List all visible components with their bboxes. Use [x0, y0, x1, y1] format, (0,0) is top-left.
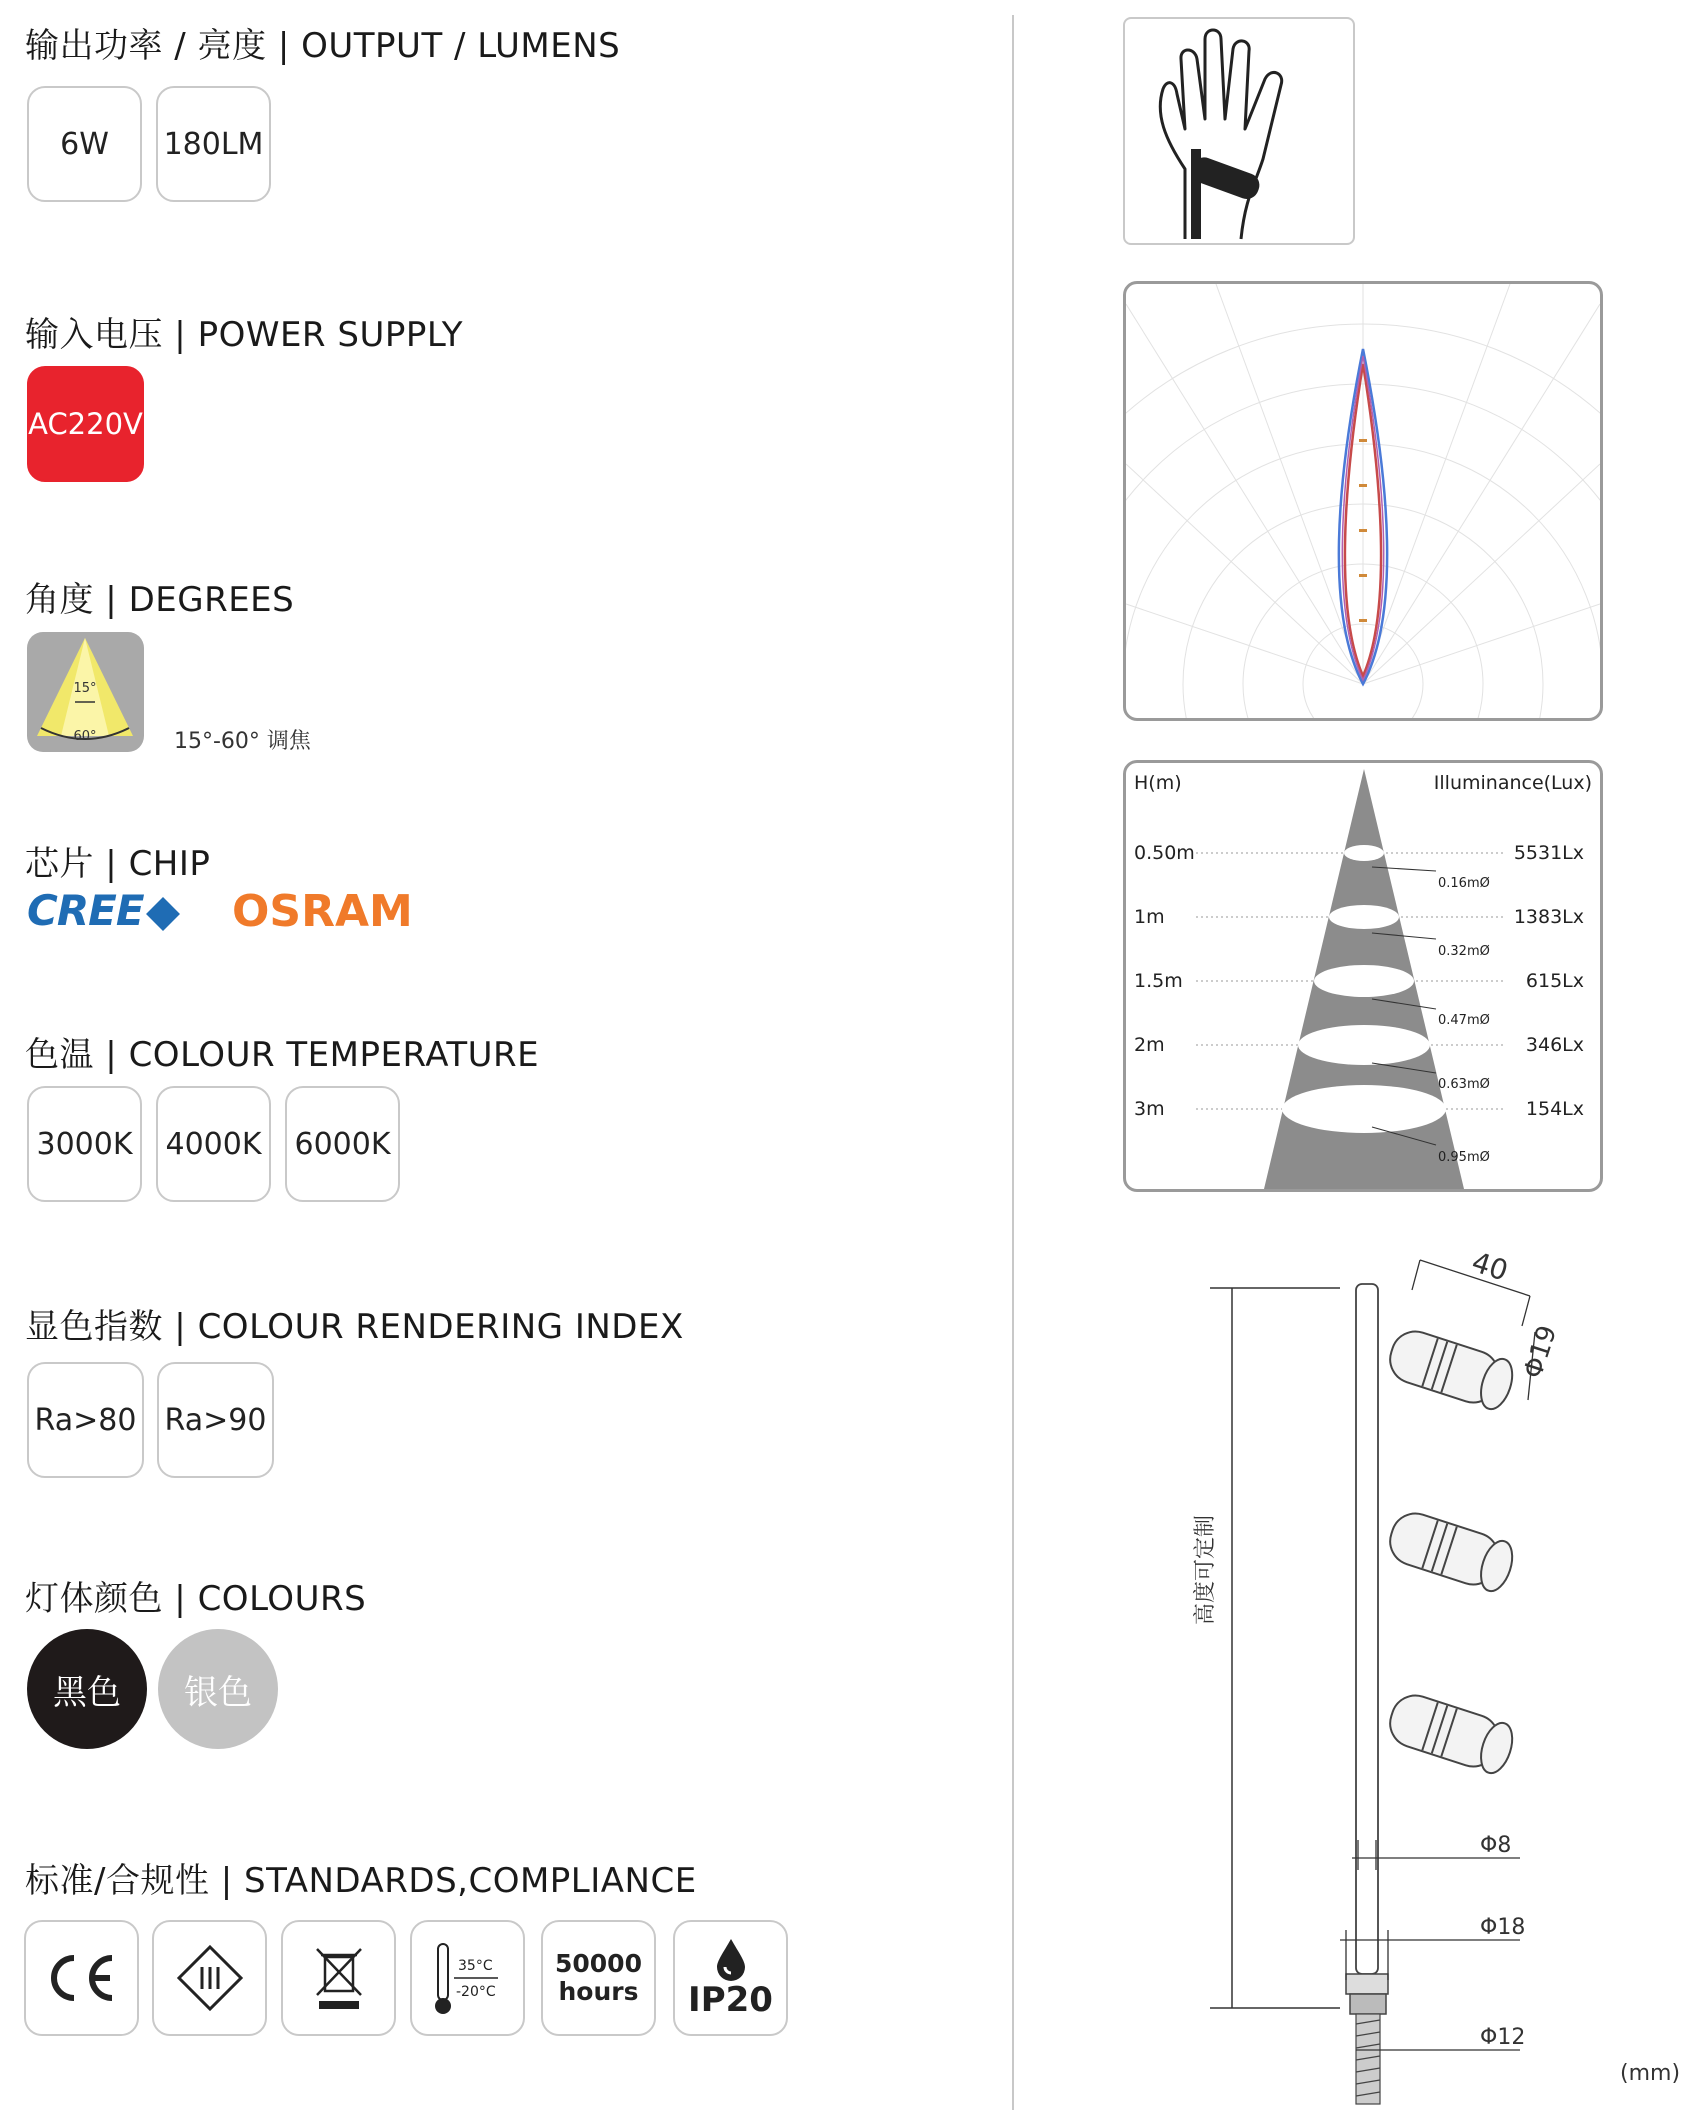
cri-ra80-badge: Ra>80	[27, 1362, 144, 1478]
head-diameter-label: Φ19	[1518, 1321, 1564, 1383]
ip-rating-badge	[673, 1920, 788, 2036]
illuminance-lux-header: Illuminance(Lux)	[1433, 772, 1592, 794]
output-watt-badge: 6W	[27, 86, 142, 202]
class-iii-icon	[152, 1920, 267, 2036]
osram-logo: OSRAM	[232, 886, 413, 937]
row-diameter-label: 0.32mØ	[1438, 944, 1490, 959]
lifetime-hours-unit: hours	[558, 1977, 639, 2006]
cri-ra90-badge: Ra>90	[157, 1362, 274, 1478]
row-height-label: 3m	[1134, 1098, 1165, 1120]
screw-diameter-label: Φ12	[1480, 2025, 1526, 2050]
degrees-caption: 15°-60° 调焦	[174, 729, 311, 754]
illuminance-diagram-svg	[1126, 763, 1600, 1189]
dimension-drawing	[1180, 1240, 1680, 2120]
temperature-range-icon	[410, 1920, 525, 2036]
temp-4000k-badge: 4000K	[156, 1086, 271, 1202]
head-length-label: 40	[1467, 1245, 1512, 1288]
row-diameter-label: 0.95mØ	[1438, 1150, 1490, 1165]
ip-rating-label: IP20	[688, 1980, 773, 2020]
illuminance-height-header: H(m)	[1134, 772, 1182, 794]
row-diameter-label: 0.63mØ	[1438, 1077, 1490, 1092]
row-lux-label: 346Lx	[1525, 1034, 1584, 1056]
height-customizable-label: 高度可定制	[1193, 1514, 1218, 1626]
temp-6000k-badge: 6000K	[285, 1086, 400, 1202]
chip-title: 芯片 | CHIP	[25, 844, 211, 884]
colour-black-swatch: 黑色	[27, 1629, 147, 1749]
standards-title: 标准/合规性 | STANDARDS,COMPLIANCE	[25, 1861, 697, 1901]
power-title: 输入电压 | POWER SUPPLY	[25, 315, 464, 355]
dimension-drawing-svg	[1180, 1240, 1680, 2120]
output-title: 输出功率 / 亮度 | OUTPUT / LUMENS	[25, 26, 621, 66]
ce-mark-icon	[24, 1920, 139, 2036]
lifetime-hours-number: 50000	[555, 1949, 642, 1978]
row-height-label: 0.50m	[1134, 842, 1195, 864]
beam-angle-icon	[27, 632, 144, 752]
degrees-title: 角度 | DEGREES	[25, 580, 295, 620]
temp-high-label: 35°C	[457, 1958, 493, 1974]
base-diameter-label: Φ18	[1480, 1915, 1526, 1940]
temp-3000k-badge: 3000K	[27, 1086, 142, 1202]
unit-label: (mm)	[1620, 2061, 1680, 2086]
beam-angle-wide-label: 60°	[73, 729, 97, 744]
power-badge: AC220V	[27, 366, 144, 482]
row-lux-label: 615Lx	[1525, 970, 1584, 992]
temperature-title: 色温 | COLOUR TEMPERATURE	[25, 1035, 540, 1075]
row-lux-label: 1383Lx	[1513, 906, 1584, 928]
water-drop-icon	[711, 1937, 751, 1981]
row-height-label: 1m	[1134, 906, 1165, 928]
beam-angle-narrow-label: 15°	[73, 681, 97, 696]
column-divider	[1012, 15, 1014, 2110]
colours-title: 灯体颜色 | COLOURS	[25, 1579, 367, 1619]
row-diameter-label: 0.16mØ	[1438, 876, 1490, 891]
row-diameter-label: 0.47mØ	[1438, 1013, 1490, 1028]
illuminance-chart	[1123, 760, 1603, 1192]
temp-low-label: -20°C	[455, 1984, 496, 2000]
output-lumen-badge: 180LM	[156, 86, 271, 202]
cree-logo: CREE	[27, 886, 178, 935]
hand-size-illustration	[1123, 17, 1355, 245]
polar-distribution-chart	[1123, 281, 1603, 721]
row-lux-label: 5531Lx	[1513, 842, 1584, 864]
row-height-label: 2m	[1134, 1034, 1165, 1056]
colour-silver-swatch: 银色	[158, 1629, 278, 1749]
weee-bin-icon	[281, 1920, 396, 2036]
pole-diameter-label: Φ8	[1480, 1833, 1512, 1858]
cree-diamond-icon	[146, 897, 180, 931]
cri-title: 显色指数 | COLOUR RENDERING INDEX	[25, 1307, 684, 1347]
lifetime-badge	[541, 1920, 656, 2036]
row-lux-label: 154Lx	[1525, 1098, 1584, 1120]
row-height-label: 1.5m	[1134, 970, 1183, 992]
